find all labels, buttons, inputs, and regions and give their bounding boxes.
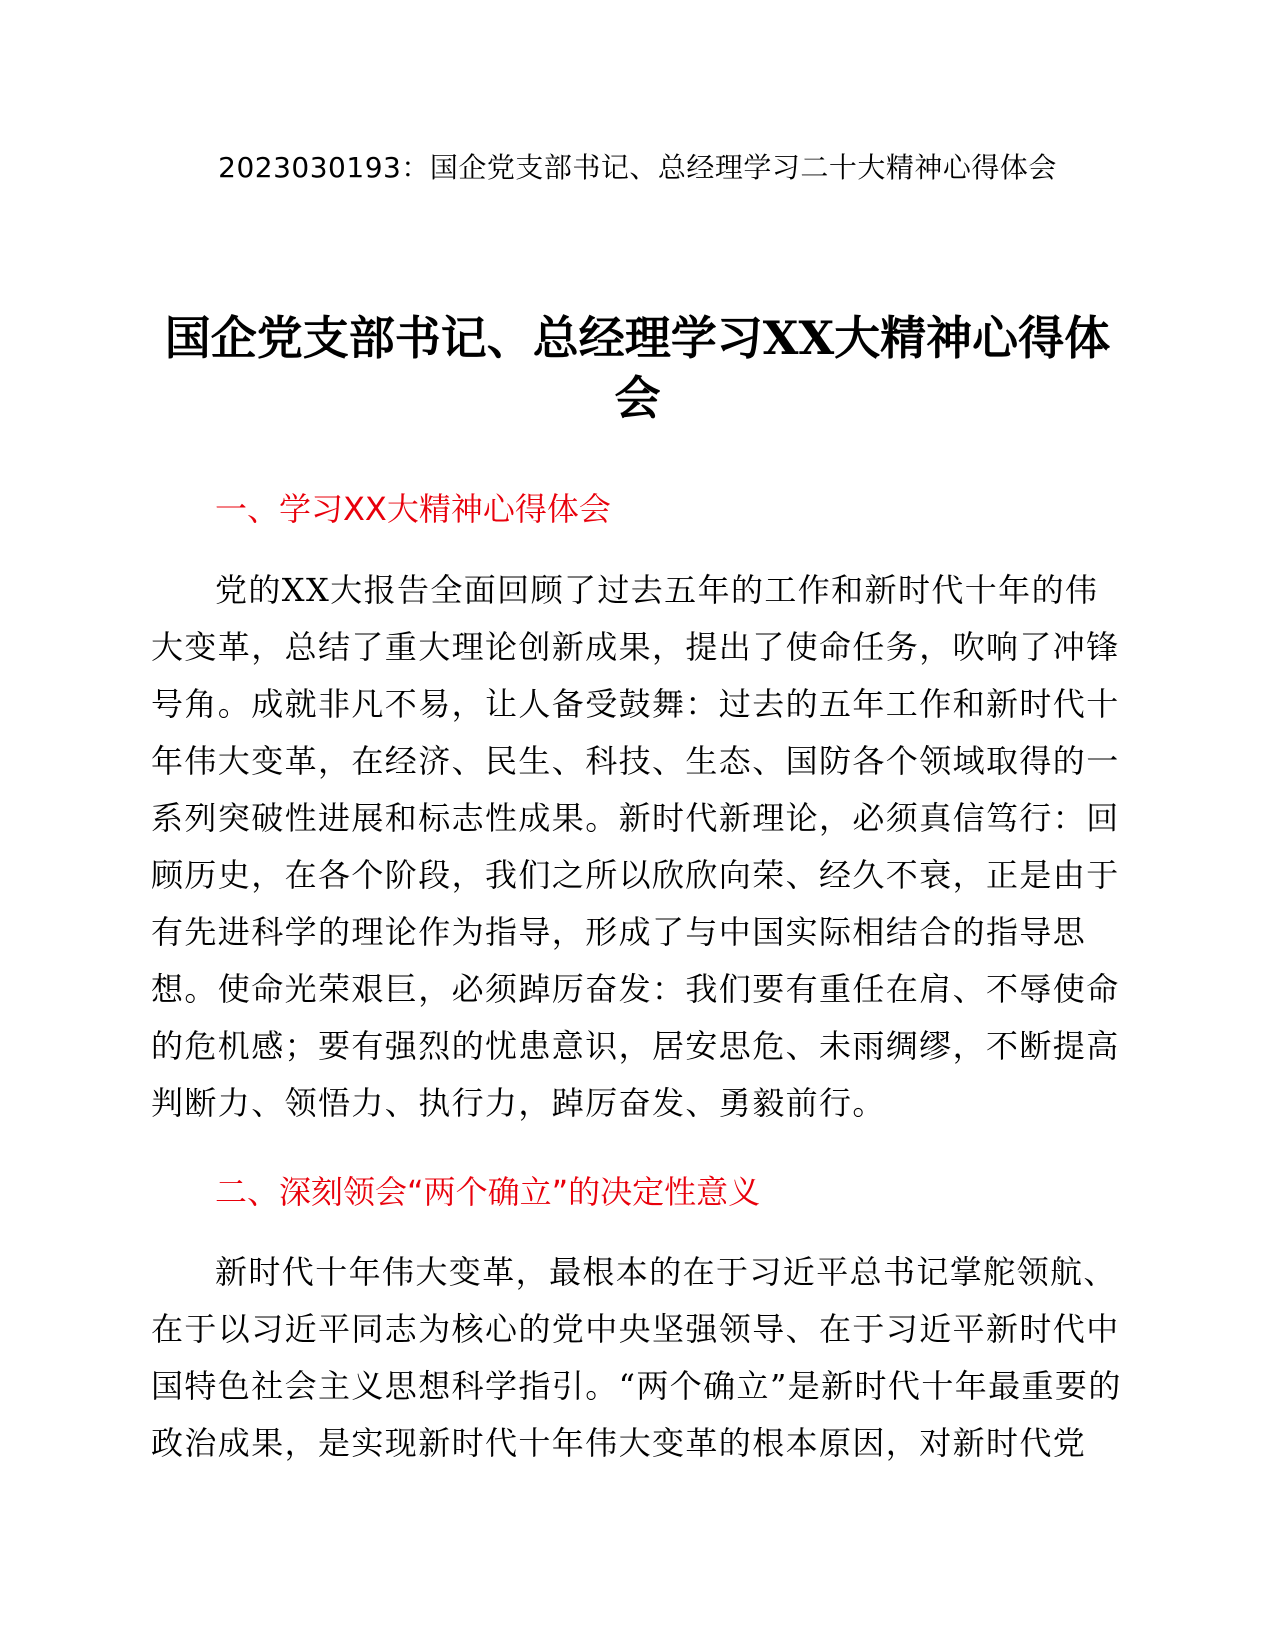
section-heading-2: 二、深刻领会“两个确立”的决定性意义 — [215, 1173, 761, 1211]
section-heading-1: 一、学习XX大精神心得体会 — [215, 490, 611, 528]
document-title: 国企党支部书记、总经理学习XX大精神心得体会 — [164, 311, 1111, 425]
document-header: 2023030193：国企党支部书记、总经理学习二十大精神心得体会 — [218, 151, 1057, 184]
section-paragraph-1: 党的XX大报告全面回顾了过去五年的工作和新时代十年的伟大变革，总结了重大理论创新成果，提出了使命任务，吹响了冲锋号角。成就非凡不易，让人备受鼓舞：过去的五年工作和新时代十年伟大变革，在经济、民生、科技、生态、国防各个领域取得的一系列突破性进展和标志性成果。新时代新理论，必须真信笃行：回顾历史，在各个阶段，我们之所以欣欣向荣、经久不衰，正是由于有先进科学的理论作为指导，形成了与中国实际相结合的指导思想。使命光荣艰巨，必须踔厉奋发：我们要有重任在肩、不辱使命的危机感；要有强烈的忧患意识，居安思危、未雨绸缪，不断提高判断力、领悟力、执行力，踔厉奋发、勇毅前行。 — [151, 571, 1120, 1122]
section-paragraph-2: 新时代十年伟大变革，最根本的在于习近平总书记掌舵领航、在于以习近平同志为核心的党中央坚强领导、在于习近平新时代中国特色社会主义思想科学指引。“两个确立”是新时代十年最重要的政治成果，是实现新时代十年伟大变革的根本原因，对新时代党 — [151, 1253, 1122, 1462]
